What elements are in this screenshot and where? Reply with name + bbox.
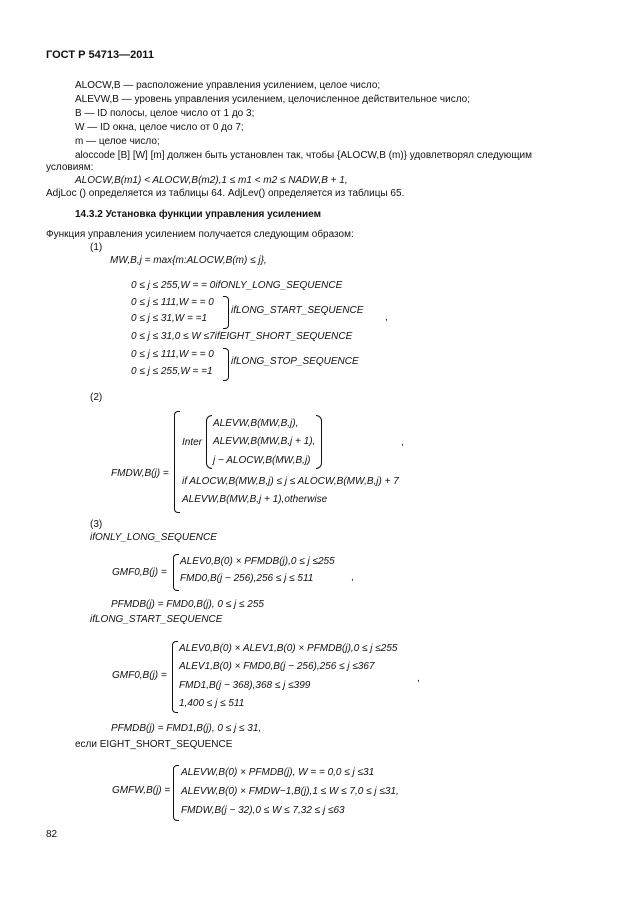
formula1-comma: , <box>385 312 388 323</box>
step-2-label: (2) <box>90 392 103 403</box>
gmf-eight-short-row-2: ALEVW,B(0) × FMDW−1,B(j),1 ≤ W ≤ 7,0 ≤ j ≤31, <box>181 786 399 797</box>
eight-short-condition: если EIGHT_SHORT_SEQUENCE <box>75 739 233 750</box>
inter-function: Inter <box>182 437 203 448</box>
gmf-only-long-row-2: FMD0,B(j − 256),256 ≤ j ≤ 511 <box>180 573 314 584</box>
definition-aloc: ALOCW,B — расположение управления усилением, целое число; <box>75 80 381 91</box>
gmf-long-start-row-1: ALEV0,B(0) × ALEV1,B(0) × PFMDB(j),0 ≤ j ≤255 <box>179 643 398 654</box>
inter-arg-3: j − ALOCW,B(MW,B,j) <box>213 455 311 466</box>
step-3-label: (3) <box>90 519 103 530</box>
inter-paren-left <box>206 415 212 469</box>
formula-m-definition: MW,B,j = max{m:ALOCW,B(m) ≤ j}, <box>110 255 267 266</box>
range-long-stop-w1: 0 ≤ j ≤ 255,W = =1 <box>131 366 213 377</box>
range-long-start-w1: 0 ≤ j ≤ 31,W = =1 <box>131 313 208 324</box>
range-long-stop-condition: ifLONG_STOP_SEQUENCE <box>231 356 359 367</box>
gmf-long-start-brace <box>172 641 178 713</box>
range-eight-short: 0 ≤ j ≤ 31,0 ≤ W ≤7ifEIGHT_SHORT_SEQUENCE <box>131 331 353 342</box>
definition-m: m — целое число; <box>75 136 160 147</box>
definition-alev: ALEVW,B — уровень управления усилением, целочисленное действительное число; <box>75 94 471 105</box>
pfmd-only-long: PFMDB(j) = FMD0,B(j), 0 ≤ j ≤ 255 <box>111 599 264 610</box>
range-long-stop-w0: 0 ≤ j ≤ 111,W = = 0 <box>131 349 214 360</box>
inter-paren-right <box>316 415 322 469</box>
page-number: 82 <box>46 829 58 840</box>
formula2-comma: , <box>401 437 404 448</box>
document-header: ГОСТ Р 54713—2011 <box>46 49 154 61</box>
range-only-long: 0 ≤ j ≤ 255,W = = 0ifONLY_LONG_SEQUENCE <box>131 280 343 291</box>
inter-arg-2: ALEVW,B(MW,B,j + 1), <box>213 436 316 447</box>
gmf-long-start-lhs: GMF0,B(j) = <box>112 670 167 681</box>
gmf-only-long-lhs: GMF0,B(j) = <box>112 567 167 578</box>
gmf-long-start-row-2: ALEV1,B(0) × FMD0,B(j − 256),256 ≤ j ≤367 <box>179 661 375 672</box>
step-1-label: (1) <box>90 242 103 253</box>
only-long-condition: ifONLY_LONG_SEQUENCE <box>90 532 217 543</box>
long-stop-brace <box>223 348 229 381</box>
gmf-long-start-row-4: 1,400 ≤ j ≤ 511 <box>179 698 245 709</box>
definition-band: B — ID полосы, целое число от 1 до 3; <box>75 108 255 119</box>
definition-condition-formula: ALOCW,B(m1) < ALOCW,B(m2),1 ≤ m1 < m2 ≤ NADW,B + 1, <box>75 175 348 186</box>
long-start-condition: ifLONG_START_SEQUENCE <box>90 614 223 625</box>
fmd-otherwise: ALEVW,B(MW,B,j + 1),otherwise <box>182 494 328 505</box>
gmf-eight-short-brace <box>173 765 179 821</box>
gmf-long-start-comma: , <box>417 673 420 684</box>
intro-text: Функция управления усилением получается следующим образом: <box>46 229 354 240</box>
definition-window: W — ID окна, целое число от 0 до 7; <box>75 122 244 133</box>
gmf-only-long-row-1: ALEV0,B(0) × PFMDB(j),0 ≤ j ≤255 <box>180 556 335 567</box>
gmf-only-long-brace <box>173 554 179 591</box>
gmf-only-long-comma: , <box>351 572 354 583</box>
gmf-eight-short-row-1: ALEVW,B(0) × PFMDB(j), W = = 0,0 ≤ j ≤31 <box>181 767 375 778</box>
pfmd-long-start: PFMDB(j) = FMD1,B(j), 0 ≤ j ≤ 31, <box>111 723 262 734</box>
gmf-long-start-row-3: FMD1,B(j − 368),368 ≤ j ≤399 <box>179 680 311 691</box>
long-start-brace <box>223 296 229 329</box>
definition-tables: AdjLoc () определяется из таблицы 64. AdjLev() определяется из таблицы 65. <box>46 188 405 199</box>
fmd-condition: if ALOCW,B(MW,B,j) ≤ j ≤ ALOCW,B(MW,B,j) + 7 <box>182 476 399 487</box>
definition-conditions-label: условиям: <box>46 162 94 173</box>
range-long-start-w0: 0 ≤ j ≤ 111,W = = 0 <box>131 297 214 308</box>
fmd-brace <box>174 411 180 513</box>
inter-arg-1: ALEVW,B(MW,B,j), <box>213 418 299 429</box>
fmd-lhs: FMDW,B(j) = <box>111 468 169 479</box>
section-title: 14.3.2 Установка функции управления усилением <box>75 209 321 220</box>
definition-aloccode: aloccode [B] [W] [m] должен быть установлен так, чтобы {ALOCW,B (m)} удовлетворял следующим <box>75 150 532 161</box>
gmf-eight-short-lhs: GMFW,B(j) = <box>112 785 171 796</box>
gmf-eight-short-row-3: FMDW,B(j − 32),0 ≤ W ≤ 7,32 ≤ j ≤63 <box>181 805 345 816</box>
range-long-start-condition: ifLONG_START_SEQUENCE <box>231 305 364 316</box>
